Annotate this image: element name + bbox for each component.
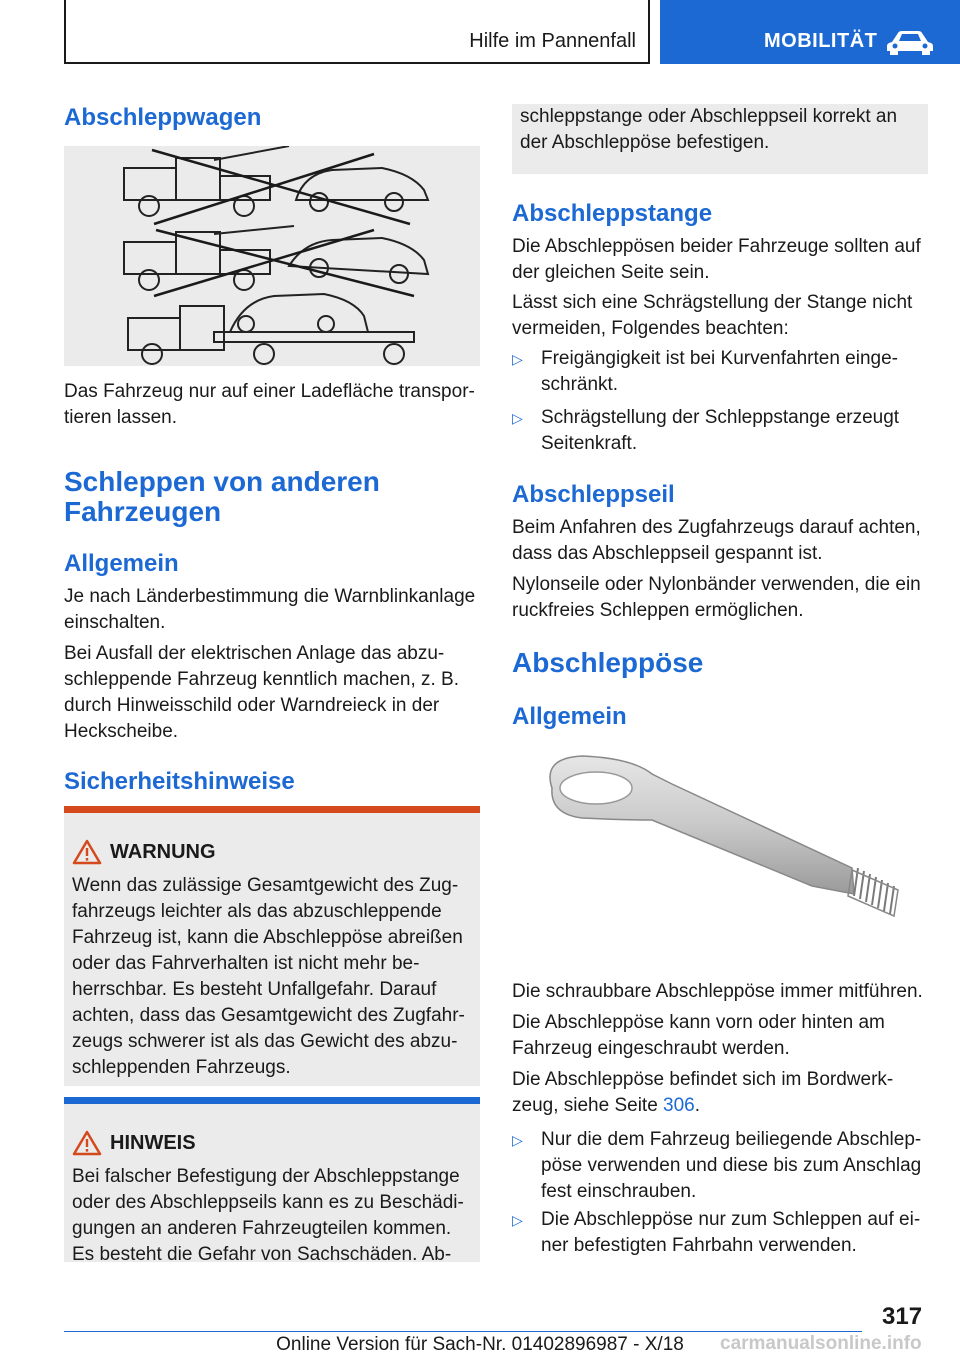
heading-abschleppwagen: Abschleppwagen [64,104,262,131]
hint-continuation-text: schleppstange oder Abschleppseil korrekt an der Abschleppöse befestigen. [520,106,898,153]
hint-continuation-box [512,104,928,174]
hint-box [64,1097,480,1265]
list-item-text: Die Abschleppöse nur zum Schleppen auf ei-ner befestigten Fahrbahn verwenden. [541,1209,921,1256]
heading-abschleppstange: Abschleppstange [512,200,713,227]
heading-abschleppoese: Abschleppöse [512,647,704,678]
list-item-text: Schrägstellung der Schleppstange erzeugt Seitenkraft. [541,407,900,454]
paragraph-oese-3 [512,1067,912,1119]
hint-triangle-icon [72,1130,102,1156]
bullet-arrow-icon: ▷ [512,410,523,426]
section-title: Hilfe im Pannenfall [469,30,636,52]
heading-allgemein: Allgemein [64,550,179,577]
page-number: 317 [882,1303,923,1330]
heading-schleppen-line2: Fahrzeugen [64,496,222,527]
footer-online-version: Online Version für Sach-Nr. 01402896987 - X/18 [276,1334,684,1355]
paragraph-ausfall: Bei Ausfall der elektrischen Anlage das abzu-schleppende Fahrzeug kenntlich machen, z. B. durch Hinweisschild oder Warndreieck in der Heckscheibe. [64,643,460,742]
paragraph-stange-2: Lässt sich eine Schrägstellung der Stange nicht vermeiden, Folgendes beachten: [512,292,913,339]
heading-allgemein-2: Allgemein [512,703,627,730]
list-item [512,405,928,457]
list-item-text: Nur die dem Fahrzeug beiliegende Abschlep-pöse verwenden und diese bis zum Anschlag fest einschrauben. [541,1129,922,1202]
paragraph-oese-1: Die schraubbare Abschleppöse immer mitführen. [512,981,923,1002]
list-item-text: Freigängigkeit ist bei Kurvenfahrten einge-schränkt. [541,348,898,395]
heading-sicherheit: Sicherheitshinweise [64,768,295,795]
paragraph-oese-3-text: Die Abschleppöse befindet sich im Bordwerk-zeug, siehe Seite [512,1069,894,1116]
header-section-box [64,0,650,64]
paragraph-oese-2: Die Abschleppöse kann vorn oder hinten am Fahrzeug eingeschraubt werden. [512,1012,885,1059]
warning-label: WARNUNG [110,841,216,863]
hint-label: HINWEIS [110,1132,196,1154]
paragraph-seil-1: Beim Anfahren des Zugfahrzeugs darauf achten, dass das Abschleppseil gespannt ist. [512,517,921,564]
bullet-arrow-icon: ▷ [512,351,523,367]
warning-box [64,806,480,1086]
list-item [512,346,928,398]
paragraph-oese-3-end: . [694,1095,701,1116]
towing-eye-figure [512,744,928,964]
page-link-306[interactable]: 306 [663,1095,695,1116]
car-icon [886,30,934,56]
warning-text: Wenn das zulässige Gesamtgewicht des Zug-fahrzeugs leichter als das abzuschleppende Fahrzeug ist, kann die Abschleppöse abreißen oder das Fahrverhalten ist nicht mehr be-herrschbar. Es besteht Unfallgefahr. Darauf achten, dass das Gesamtgewicht des Zugfahr-zeugs schwerer ist als das Gewicht des abzu-schleppenden Fahrzeugs. [72,875,465,1078]
towing-eye-illustration [512,744,928,964]
chapter-title: MOBILITÄT [764,30,878,52]
paragraph-seil-2: Nylonseile oder Nylonbänder verwenden, die ein ruckfreies Schleppen ermöglichen. [512,574,921,621]
hint-text: Bei falscher Befestigung der Abschleppstange oder des Abschleppseils kann es zu Beschädi-gungen an anderen Fahrzeugteilen kommen. Es besteht die Gefahr von Sachschäden. Ab- [72,1166,464,1265]
chapter-tab[interactable] [660,0,960,64]
list-item [512,1207,928,1259]
figure-caption: Das Fahrzeug nur auf einer Ladefläche transpor-tieren lassen. [64,381,475,428]
paragraph-warnblink: Je nach Länderbestimmung die Warnblinkanlage einschalten. [64,586,476,633]
bullet-arrow-icon: ▷ [512,1132,523,1148]
list-item [512,1127,928,1205]
heading-abschleppseil: Abschleppseil [512,481,675,508]
tow-truck-figure [64,146,480,366]
footer-divider [64,1331,862,1332]
tow-vehicles-illustration [64,146,480,366]
watermark: carmanualsonline.info [720,1333,922,1354]
paragraph-stange-1: Die Abschleppösen beider Fahrzeuge sollten auf der gleichen Seite sein. [512,236,921,283]
warning-triangle-icon [72,839,102,865]
heading-schleppen-line1: Schleppen von anderen [64,466,380,497]
bullet-arrow-icon: ▷ [512,1212,523,1228]
